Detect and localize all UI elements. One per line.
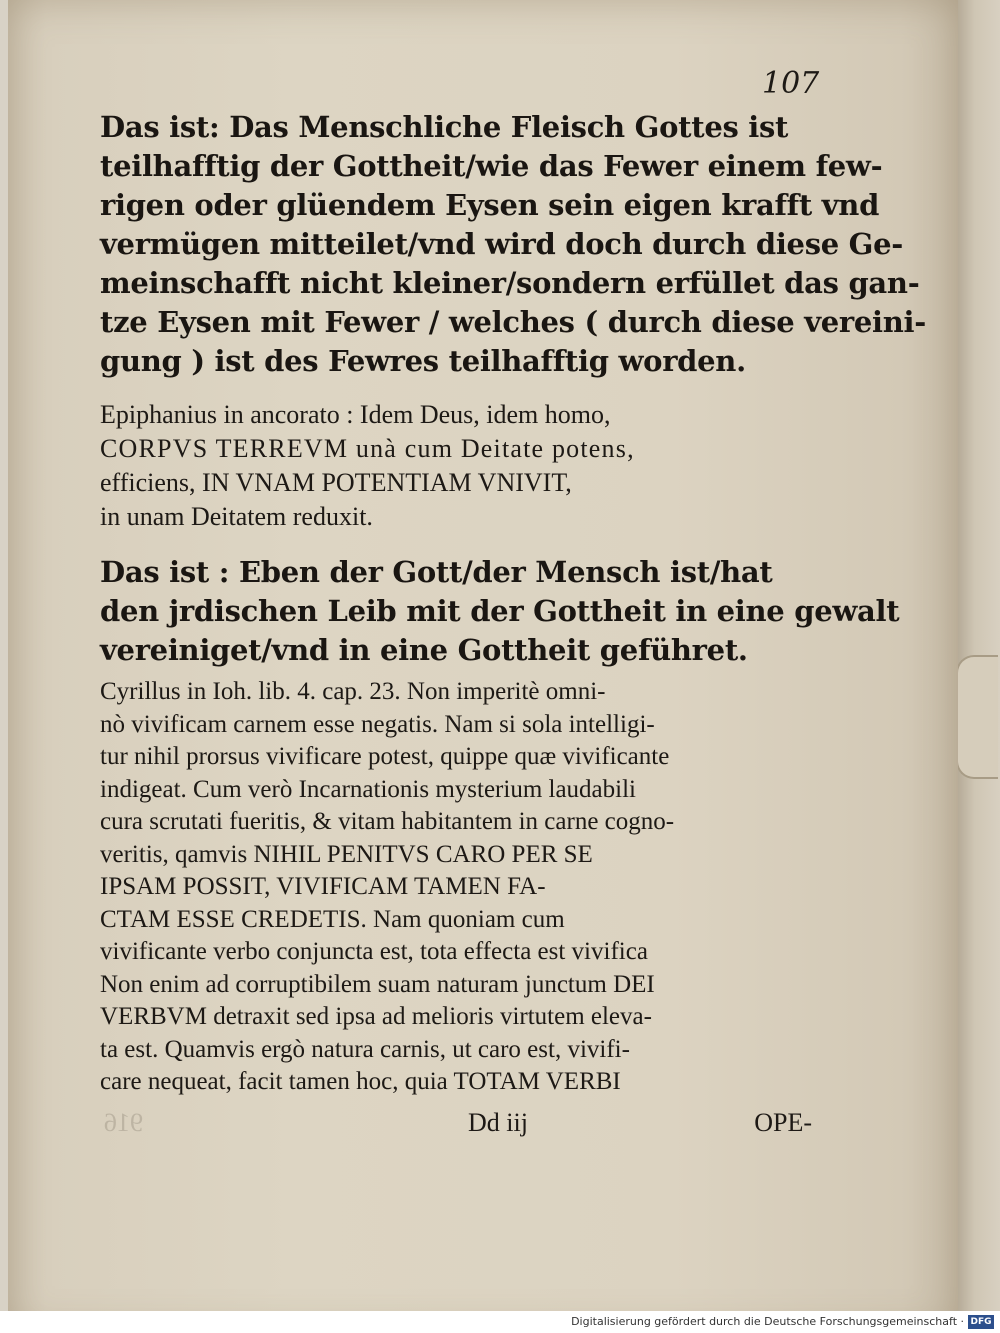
catchline	[100, 1108, 812, 1142]
text-line: cura scrutati fueritis, & vitam habitantem in carne cogno-	[100, 808, 675, 835]
text-line: nò vivificam carnem esse negatis. Nam si sola intelligi-	[100, 710, 655, 738]
text-line: tze Eysen mit Fewer / welches ( durch diese vereini-	[100, 305, 926, 339]
latin-quote-cyrillus	[100, 676, 820, 1099]
text-line: vermügen mitteilet/vnd wird doch durch diese Ge-	[100, 227, 904, 261]
text-line: Das ist : Eben der Gott/der Mensch ist/hat	[100, 555, 773, 589]
german-paragraph-1	[100, 108, 926, 381]
text-line: vereiniget/vnd in eine Gottheit geführet.	[100, 633, 748, 667]
text-line: Cyrillus in Ioh. lib. 4. cap. 23. Non imperitè omni-	[100, 678, 606, 705]
credit-text: Digitalisierung gefördert durch die Deutsche Forschungsgemeinschaft ·	[571, 1315, 964, 1328]
text-line: VERBVM detraxit sed ipsa ad melioris virtutem eleva-	[100, 1003, 652, 1030]
text-line: tur nihil prorsus vivificare potest, quippe quæ vivificante	[100, 743, 670, 770]
dfg-logo-icon: DFG	[968, 1315, 994, 1329]
catchword: OPE-	[754, 1108, 812, 1137]
signature-mark: Dd iij	[468, 1108, 528, 1137]
latin-quote-epiphanius	[100, 398, 820, 534]
text-line: Epiphanius in ancorato : Idem Deus, idem homo,	[100, 400, 611, 429]
text-line: veritis, qamvis NIHIL PENITVS CARO PER SE	[100, 840, 593, 868]
text-line: care nequeat, facit tamen hoc, quia TOTAM VERBI	[100, 1068, 621, 1095]
text-line: CTAM ESSE CREDETIS. Nam quoniam cum	[100, 905, 565, 933]
digitization-credit-bar	[0, 1311, 1000, 1333]
text-line: ta est. Quamvis ergò natura carnis, ut caro est, vivifi-	[100, 1035, 630, 1063]
text-line: Das ist: Das Menschliche Fleisch Gottes ist	[100, 110, 789, 144]
german-paragraph-2	[100, 553, 900, 670]
page-number: 107	[762, 66, 820, 101]
text-line: vivificante verbo conjuncta est, tota effecta est vivifica	[100, 938, 648, 965]
page-edge-tab	[956, 655, 998, 779]
text-line: IPSAM POSSIT, VIVIFICAM TAMEN FA-	[100, 873, 546, 900]
text-line: gung ) ist des Fewres teilhafftig worden.	[100, 344, 746, 378]
text-line: in unam Deitatem reduxit.	[100, 502, 373, 531]
text-line: indigeat. Cum verò Incarnationis mysterium laudabili	[100, 775, 636, 803]
text-line: rigen oder glüendem Eysen sein eigen krafft vnd	[100, 188, 880, 222]
text-line: den jrdischen Leib mit der Gottheit in eine gewalt	[100, 594, 900, 628]
bleed-through-text: 916	[104, 1108, 143, 1137]
text-line: teilhafftig der Gottheit/wie das Fewer einem few-	[100, 149, 883, 183]
text-line: CORPVS TERREVM unà cum Deitate potens,	[100, 434, 635, 463]
text-line: meinschafft nicht kleiner/sondern erfüllet das gan-	[100, 266, 920, 300]
text-line: efficiens, IN VNAM POTENTIAM VNIVIT,	[100, 468, 572, 497]
text-line: Non enim ad corruptibilem suam naturam junctum DEI	[100, 970, 655, 998]
